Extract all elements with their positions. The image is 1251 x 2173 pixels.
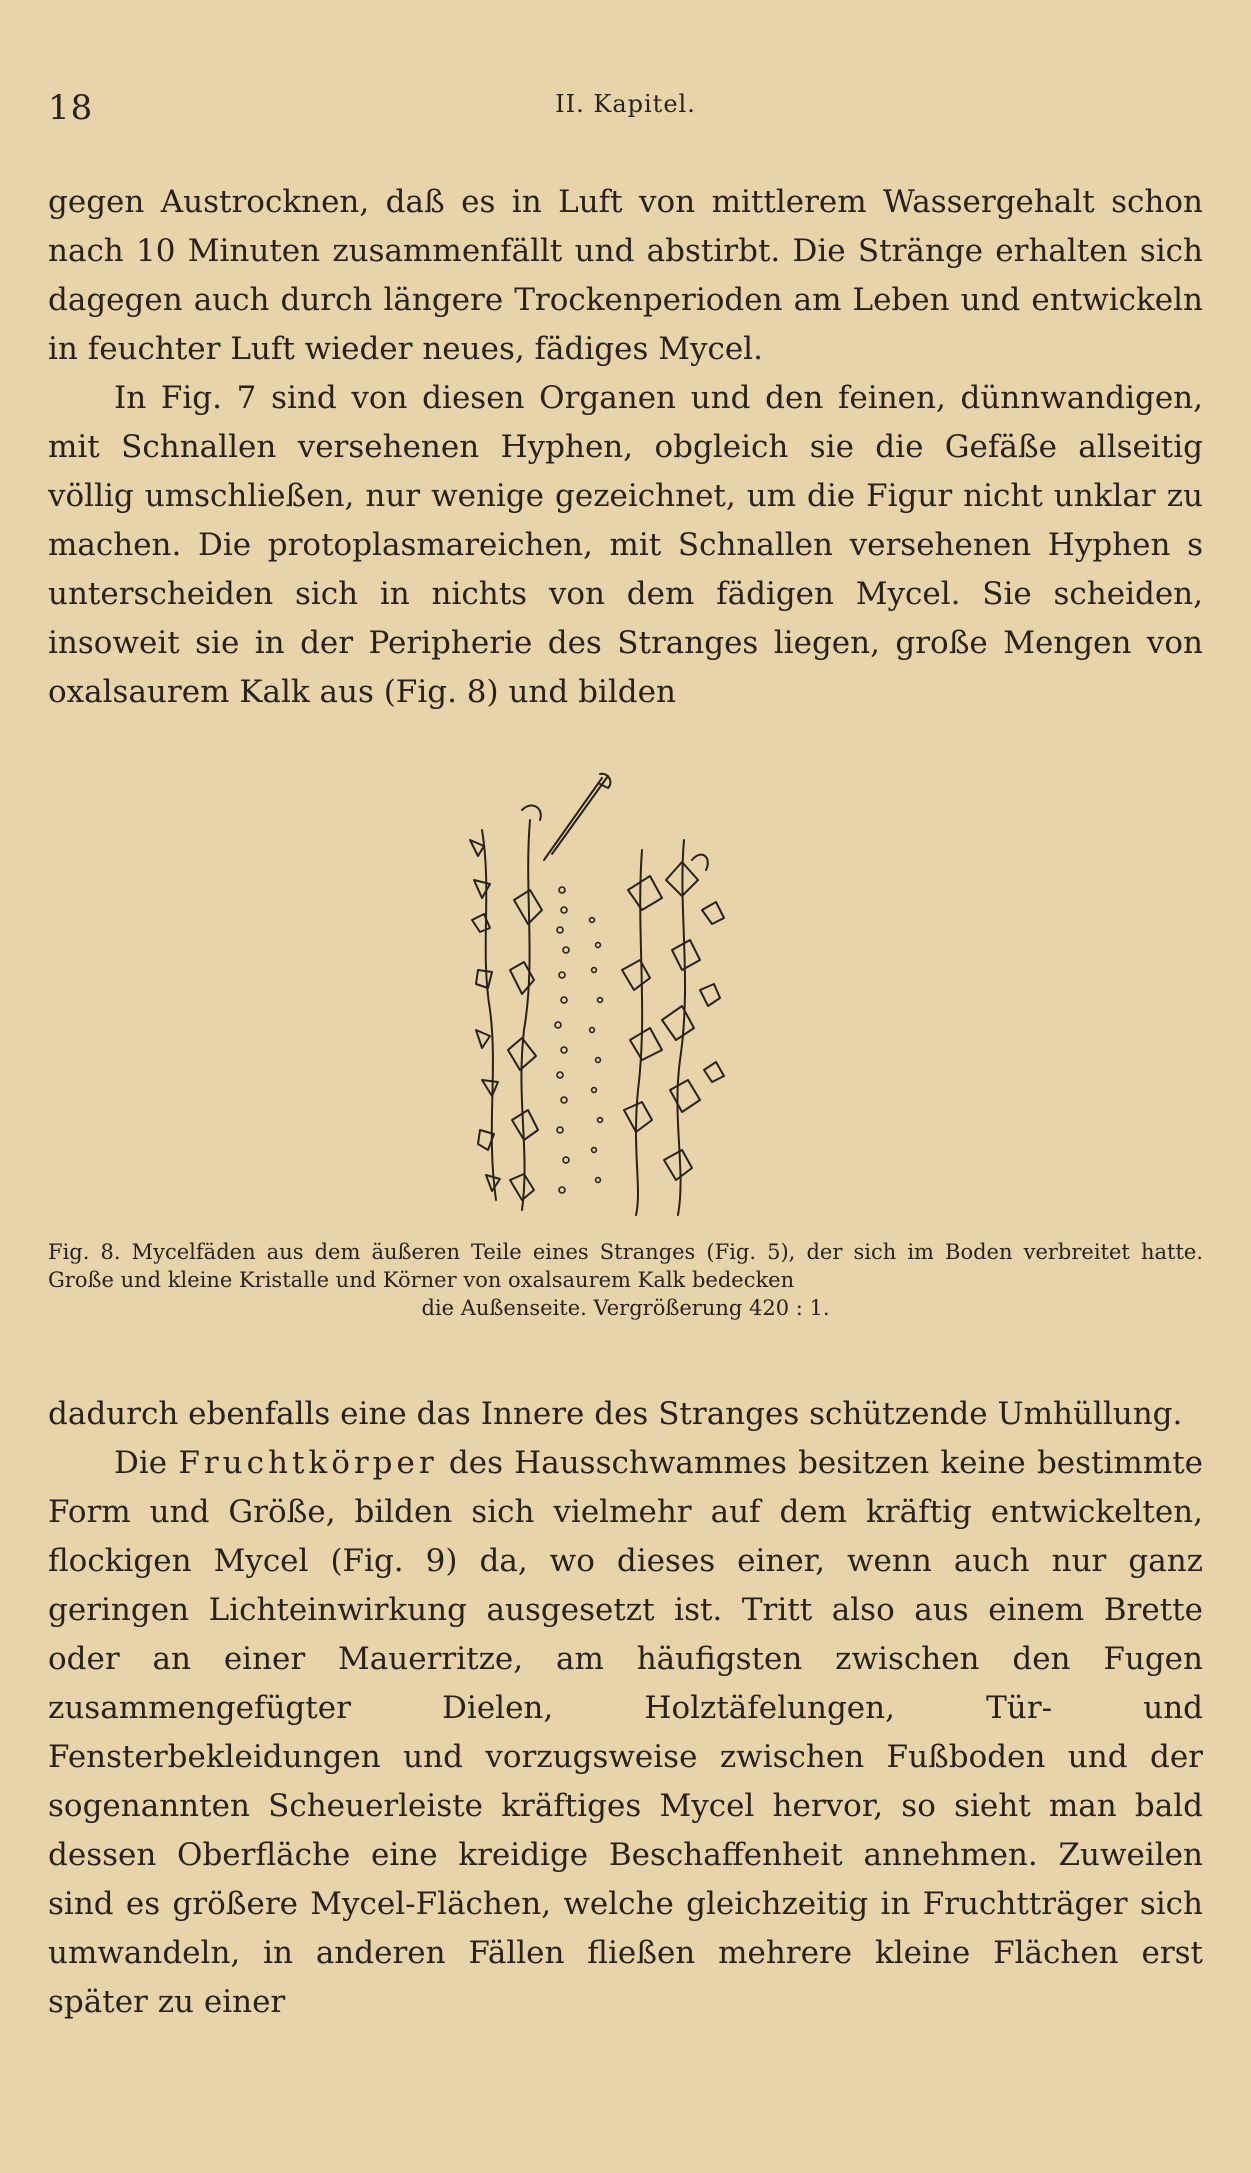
caption-text: Fig. 8. Mycelfäden aus dem äußeren Teile eines Stranges (Fig. 5), der sich im Boden verbreitet hatte. Große und kleine Kristalle und Körner von oxalsaurem Kalk bedecken	[48, 1240, 1203, 1292]
body-text-top	[48, 178, 1203, 717]
paragraph-4	[48, 1439, 1203, 2027]
figure-caption	[48, 1238, 1203, 1322]
mycelium-drawing	[452, 770, 782, 1220]
figure-8-illustration	[452, 770, 782, 1220]
caption-text-last-line: die Außenseite. Vergrößerung 420 : 1.	[421, 1296, 830, 1320]
paragraph-3: dadurch ebenfalls eine das Innere des Stranges schützende Umhüllung.	[48, 1396, 1183, 1432]
paragraph-4-rest: des Hausschwammes besitzen keine bestimmte Form und Größe, bilden sich vielmehr auf dem kräftig entwickelten, flockigen Mycel (Fig. 9) da, wo dieses einer, wenn auch nur ganz geringen Lichteinwirkung ausgesetzt ist. Tritt also aus einem Brette oder an einer Mauerritze, am häufigsten zwischen den Fugen zusammengefügter Dielen, Holztäfelungen, Tür- und Fensterbekleidungen und vorzugsweise zwischen Fußboden und der sogenannten Scheuerleiste kräftiges Mycel hervor, so sieht man bald dessen Oberfläche eine kreidige Beschaffenheit annehmen. Zuweilen sind es größere Mycel-Flächen, welche gleichzeitig in Fruchtträger sich umwandeln, in anderen Fällen fließen mehrere kleine Flächen erst später zu einer	[48, 1445, 1204, 2020]
page-header	[48, 88, 1203, 128]
page-number: 18	[48, 88, 94, 128]
paragraph-2: In Fig. 7 sind von diesen Organen und den feinen, dünnwandigen, mit Schnallen versehenen Hyphen, obgleich sie die Gefäße allseitig völlig umschließen, nur wenige gezeichnet, um die Figur nicht unklar zu machen. Die protoplasmareichen, mit Schnallen versehenen Hyphen s unterscheiden sich in nichts von dem fädigen Mycel. Sie scheiden, insoweit sie in der Peripherie des Stranges liegen, große Mengen von oxalsaurem Kalk aus (Fig. 8) und bilden	[48, 380, 1203, 710]
term-fruchtkoerper: Fruchtkörper	[178, 1445, 438, 1481]
body-text-bottom	[48, 1390, 1203, 2027]
paragraph-1: gegen Austrocknen, daß es in Luft von mittlerem Wassergehalt schon nach 10 Minuten zusammenfällt und abstirbt. Die Stränge erhalten sich dagegen auch durch längere Trockenperioden am Leben und entwickeln in feuchter Luft wieder neues, fädiges Mycel.	[48, 184, 1203, 367]
running-head: II. Kapitel.	[555, 90, 696, 118]
paragraph-4-start: Die	[114, 1445, 179, 1481]
